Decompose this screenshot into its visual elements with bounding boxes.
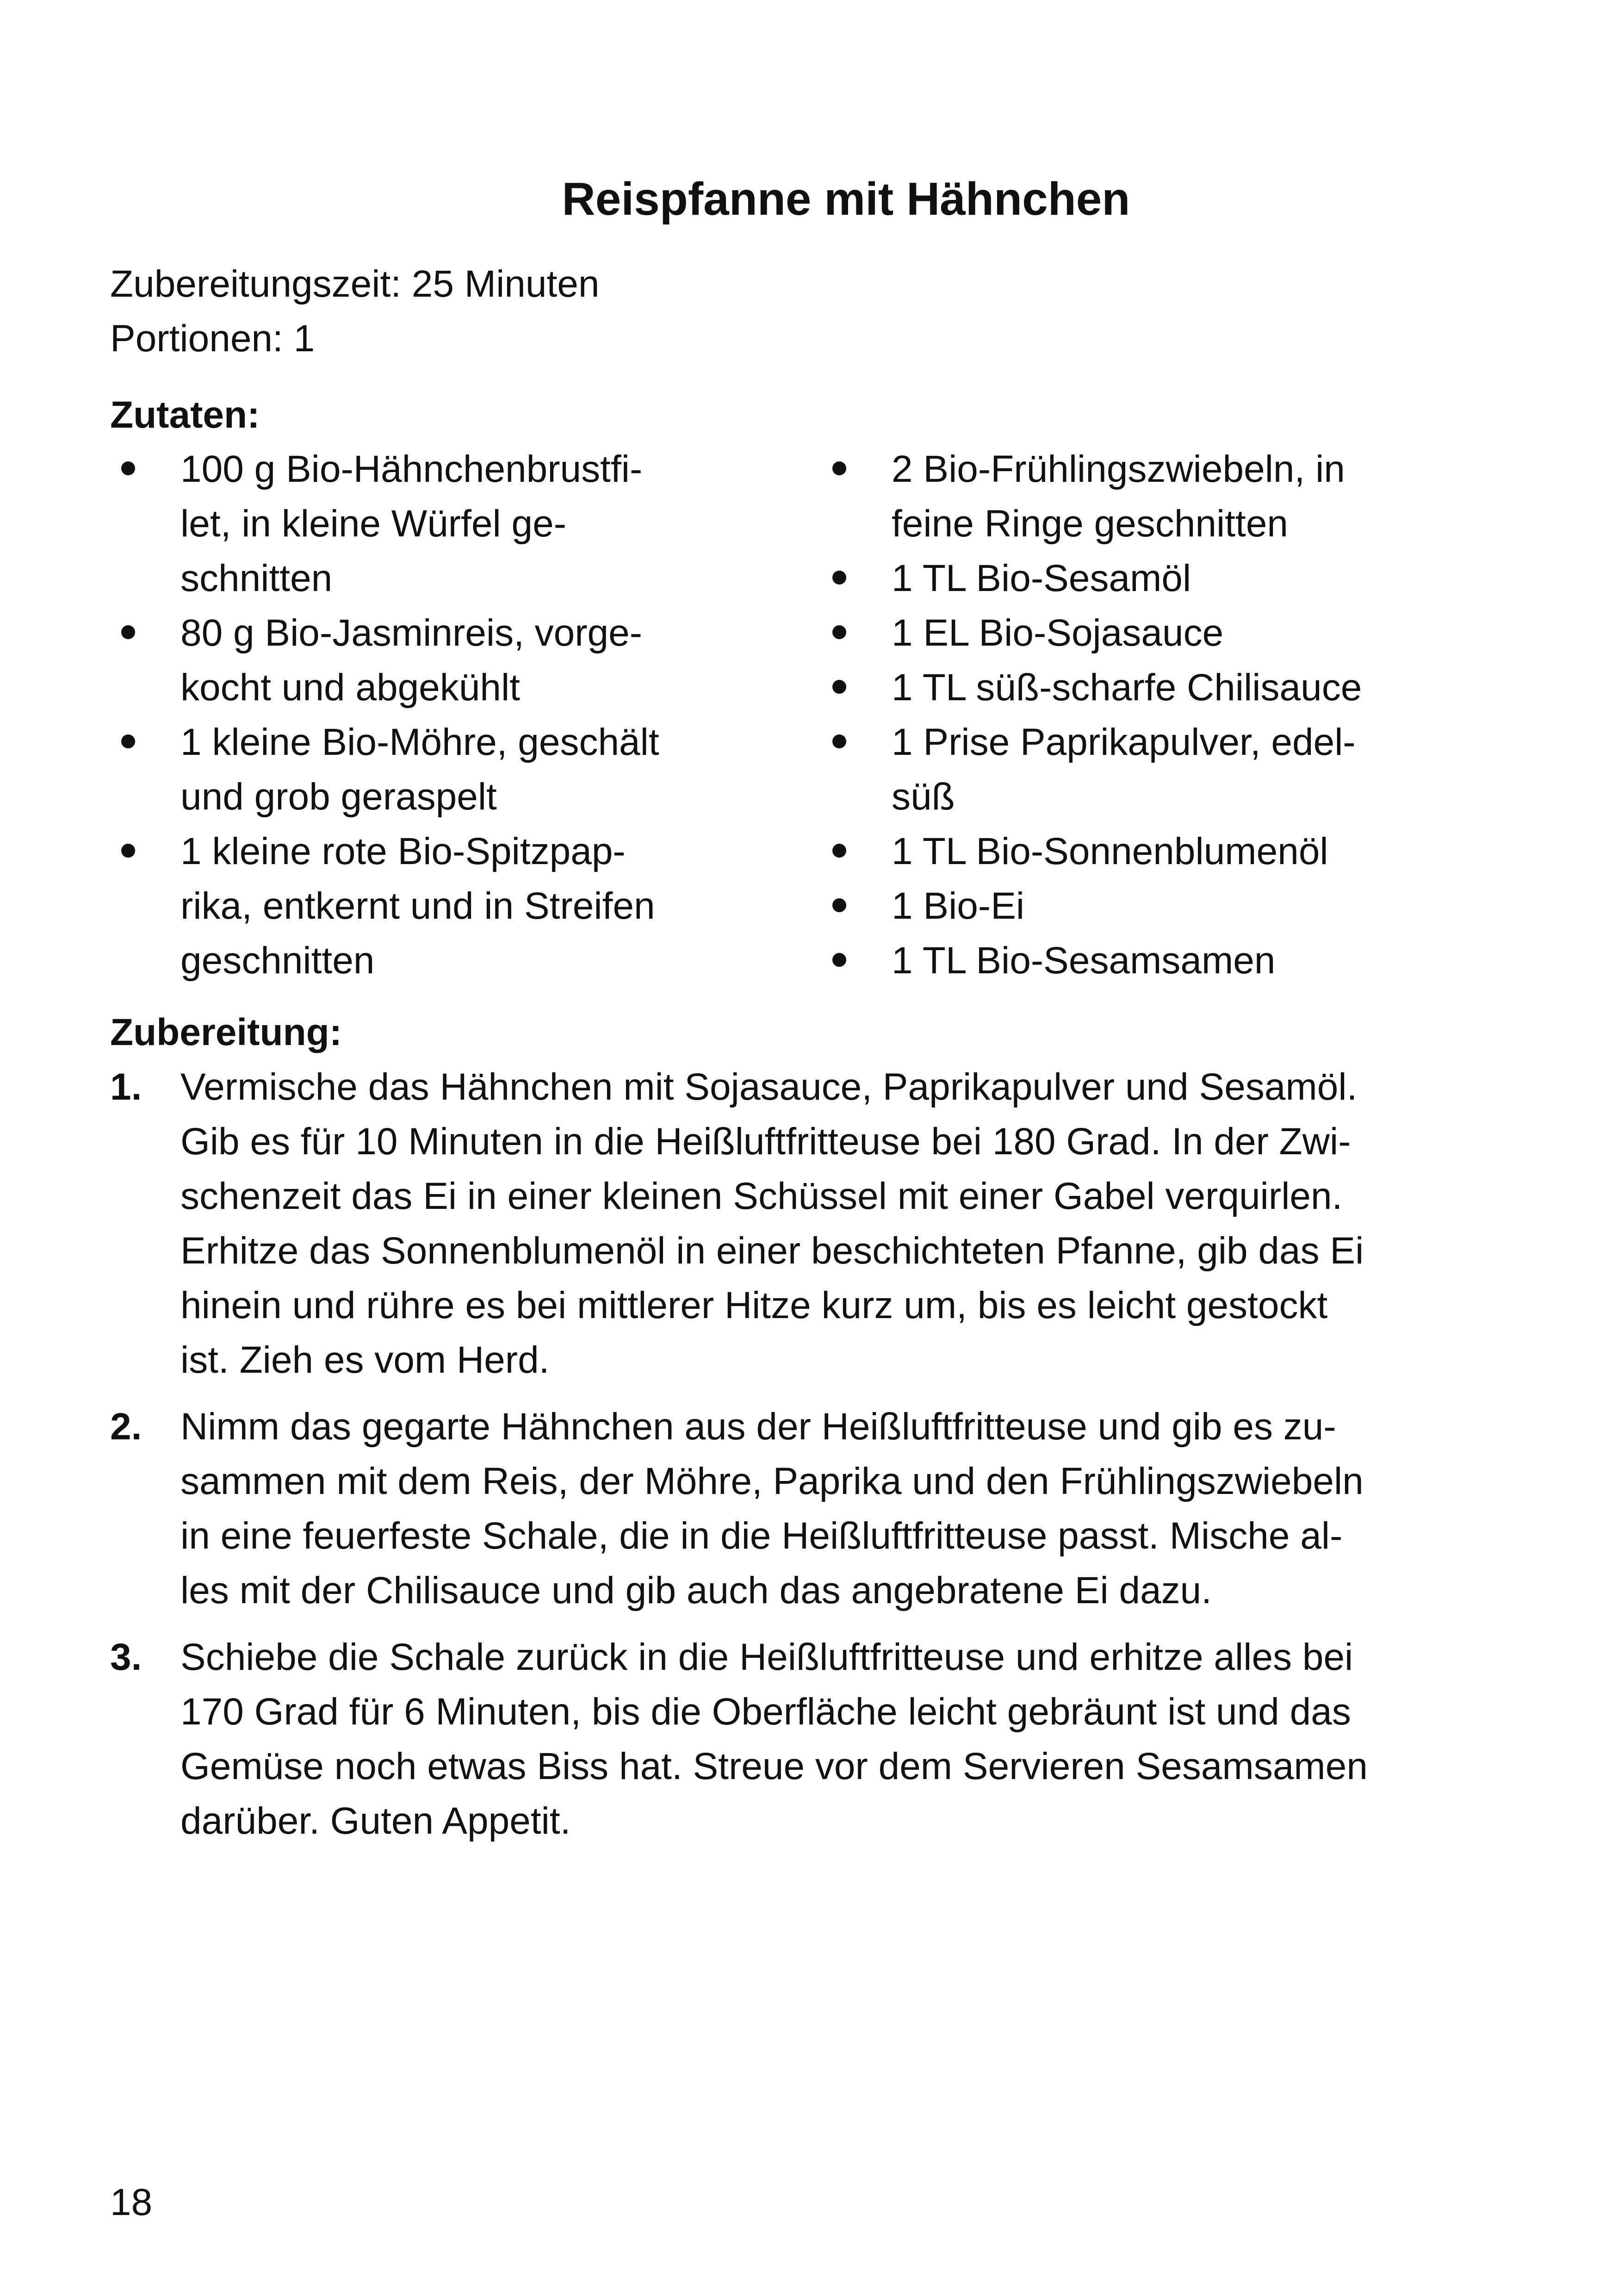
ingredient-text: 1 TL süß-scharfe Chilisauce: [892, 666, 1362, 709]
ingredient-item: [821, 879, 1446, 933]
step-number: 2.: [110, 1406, 142, 1448]
ingredient-item: [110, 715, 712, 824]
bullet-icon: [832, 844, 846, 858]
ingredient-item: [821, 715, 1446, 824]
preparation-heading: Zubereitung:: [110, 1011, 342, 1053]
ingredients-heading: Zutaten:: [110, 394, 260, 436]
page-number: 18: [110, 2181, 153, 2223]
bullet-icon: [832, 953, 846, 967]
step-text: Vermische das Hähnchen mit Sojasauce, Paprikapulver und Sesamöl. Gib es für 10 Minuten in die Heißluftfritteuse bei 180 Grad. In der Zwi- schenzeit das Ei in einer kleinen Schüssel mit einer Gabel verquirlen. Erhitze das Sonnenblumenöl in einer beschichteten Pfanne, gib das Ei hinein und rühre es bei mittlerer Hitze kurz um, bis es leicht gestockt ist. Zieh es vom Herd.: [180, 1066, 1364, 1381]
ingredient-text: 1 Bio-Ei: [892, 885, 1025, 927]
step-text: Schiebe die Schale zurück in die Heißluftfritteuse und erhitze alles bei 170 Grad für 6 Minuten, bis die Oberfläche leicht gebräunt ist und das Gemüse noch etwas Biss hat. Streue vor dem Servieren Sesamsamen darüber. Guten Appetit.: [180, 1636, 1368, 1842]
bullet-icon: [121, 461, 135, 475]
ingredient-item: [821, 551, 1446, 606]
recipe-meta: [110, 257, 600, 366]
servings: Portionen: 1: [110, 317, 315, 360]
ingredient-item: [821, 933, 1446, 988]
ingredient-text: 100 g Bio-Hähnchenbrustfi- let, in kleine Würfel ge- schnitten: [180, 448, 643, 599]
bullet-icon: [121, 625, 135, 639]
ingredient-text: 1 EL Bio-Sojasauce: [892, 612, 1224, 654]
bullet-icon: [832, 680, 846, 694]
ingredient-item: [110, 442, 712, 606]
page-title: Reispfanne mit Hähnchen: [562, 173, 1130, 225]
ingredient-item: [821, 824, 1446, 879]
step-number: 1.: [110, 1066, 142, 1108]
ingredient-text: 1 TL Bio-Sesamsamen: [892, 940, 1276, 982]
ingredient-text: 1 kleine rote Bio-Spitzpap- rika, entkernt und in Streifen geschnitten: [180, 830, 655, 982]
ingredient-text: 80 g Bio-Jasminreis, vorge- kocht und abgekühlt: [180, 612, 643, 709]
bullet-icon: [832, 898, 846, 912]
ingredient-item: [110, 606, 712, 715]
ingredient-text: 2 Bio-Frühlingszwiebeln, in feine Ringe geschnitten: [892, 448, 1345, 545]
ingredients-list-right: [821, 442, 1446, 988]
ingredient-item: [821, 660, 1446, 715]
step-item: [110, 1400, 1406, 1618]
prep-time: Zubereitungszeit: 25 Minuten: [110, 263, 600, 305]
step-item: [110, 1630, 1406, 1848]
ingredient-item: [821, 442, 1446, 551]
step-text: Nimm das gegarte Hähnchen aus der Heißluftfritteuse und gib es zu- sammen mit dem Reis, der Möhre, Paprika und den Frühlingszwiebeln in eine feuerfeste Schale, die in die Heißluftfritteuse passt. Mische al- les mit der Chilisauce und gib auch das angebratene Ei dazu.: [180, 1406, 1364, 1612]
ingredient-text: 1 TL Bio-Sesamöl: [892, 557, 1191, 599]
step-number: 3.: [110, 1636, 142, 1678]
ingredient-text: 1 TL Bio-Sonnenblumenöl: [892, 830, 1328, 872]
bullet-icon: [832, 734, 846, 748]
ingredient-text: 1 kleine Bio-Möhre, geschält und grob geraspelt: [180, 721, 659, 818]
step-item: [110, 1060, 1406, 1388]
bullet-icon: [832, 571, 846, 585]
ingredients-list-left: [110, 442, 712, 988]
ingredient-item: [821, 606, 1446, 660]
bullet-icon: [832, 625, 846, 639]
ingredient-text: 1 Prise Paprikapulver, edel- süß: [892, 721, 1356, 818]
bullet-icon: [832, 461, 846, 475]
bullet-icon: [121, 734, 135, 748]
preparation-steps: [110, 1060, 1406, 1860]
bullet-icon: [121, 844, 135, 858]
ingredient-item: [110, 824, 712, 988]
